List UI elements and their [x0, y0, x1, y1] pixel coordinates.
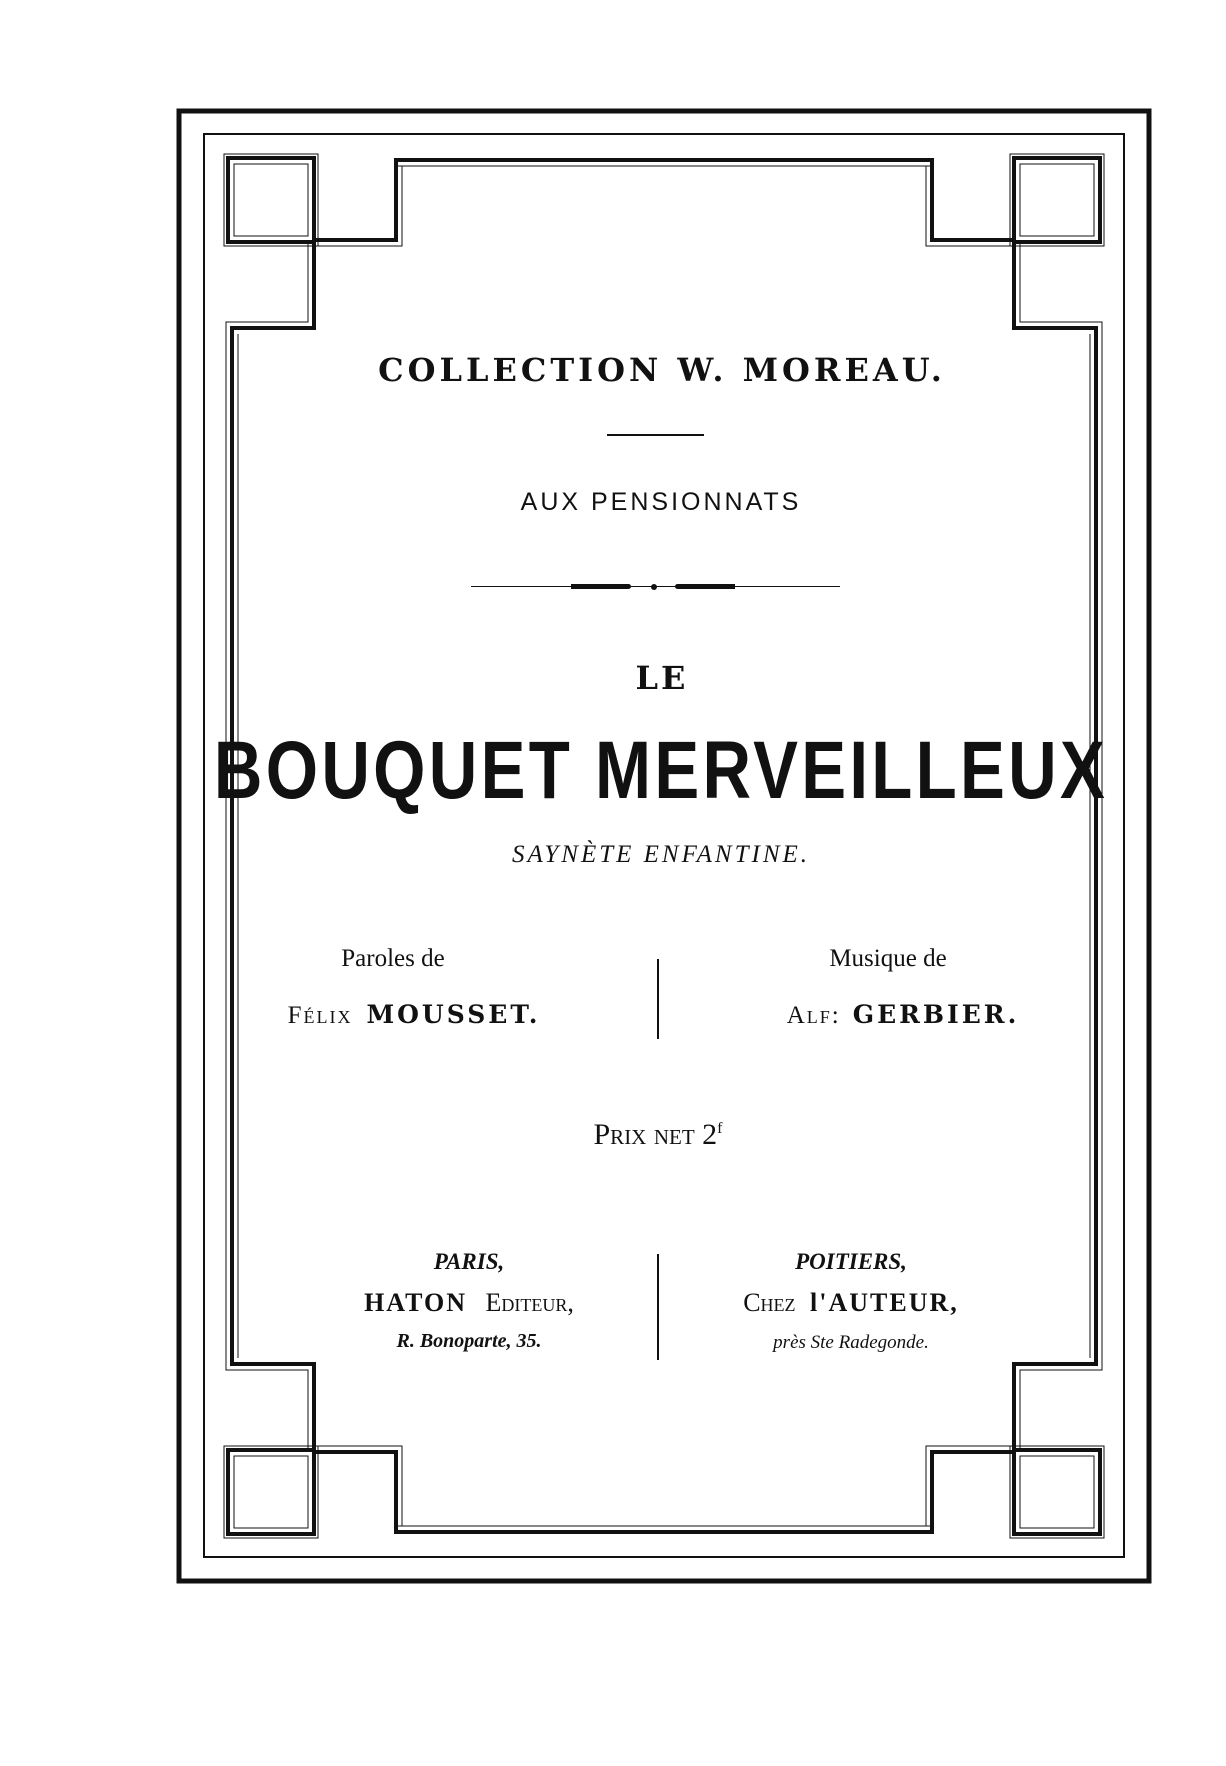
lyricist-last-name: MOUSSET.: [366, 1000, 541, 1029]
column-divider: [657, 959, 659, 1039]
right-address: près Ste Radegonde.: [773, 1332, 929, 1353]
music-label: Musique de: [829, 945, 947, 972]
title-article: LE: [635, 659, 689, 697]
composer-first-name: Alf:: [786, 1002, 841, 1029]
ornamental-rule: [471, 583, 840, 591]
lyricist: [288, 1002, 541, 1028]
short-rule: [607, 434, 704, 436]
collection-title: COLLECTION W. MOREAU.: [378, 351, 946, 389]
subtitle: SAYNÈTE ENFANTINE.: [511, 841, 811, 868]
right-city: POITIERS,: [795, 1249, 907, 1274]
left-publisher: [364, 1290, 574, 1316]
main-title: BOUQUET MERVEILLEUX: [213, 725, 1109, 816]
publisher-name: l'AUTEUR,: [810, 1288, 959, 1317]
price: [594, 1120, 723, 1150]
publisher-role: Editeur,: [485, 1288, 574, 1317]
left-city: PARIS,: [433, 1249, 505, 1274]
column-divider: [657, 1254, 659, 1360]
price-value: 2: [702, 1118, 718, 1151]
price-label: Prix net: [593, 1118, 695, 1151]
dedication: AUX PENSIONNATS: [520, 488, 802, 516]
publisher-prefix: Chez: [743, 1288, 796, 1317]
composer-last-name: GERBIER.: [852, 1000, 1020, 1029]
lyricist-first-name: Félix: [287, 1002, 353, 1029]
publisher-name: HATON: [364, 1288, 468, 1317]
left-address: R. Bonoparte, 35.: [396, 1330, 542, 1352]
right-publisher: [743, 1290, 959, 1316]
price-unit: f: [717, 1120, 723, 1137]
lyrics-label: Paroles de: [341, 945, 445, 972]
composer: [787, 1002, 1020, 1028]
